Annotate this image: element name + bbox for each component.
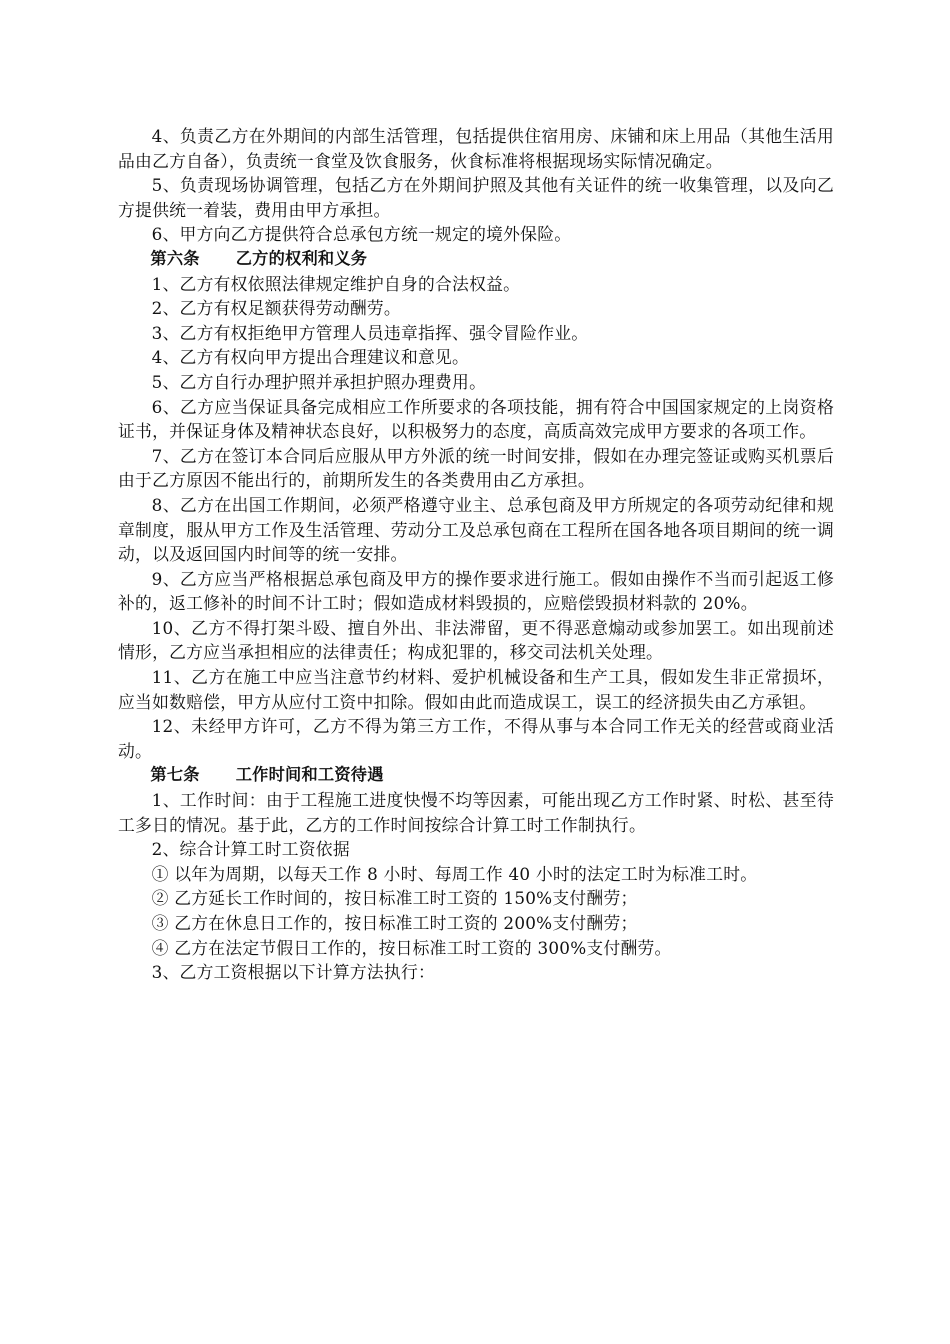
list-item: ② 乙方延长工作时间的，按日标准工时工资的 150%支付酬劳； xyxy=(151,888,638,909)
list-item: 4、乙方有权向甲方提出合理建议和意见。 xyxy=(151,347,470,368)
paragraph: 5、负责现场协调管理，包括乙方在外期间护照及其他有关证件的统一收集管理，以及向乙方提供统一着装，费用由甲方承担。 xyxy=(118,175,834,220)
article-6-heading xyxy=(118,247,834,272)
paragraph: 6、甲方向乙方提供符合总承包方统一规定的境外保险。 xyxy=(151,224,572,245)
list-item: 2、综合计算工时工资依据 xyxy=(151,839,350,860)
list-item: ③ 乙方在休息日工作的，按日标准工时工资的 200%支付酬劳； xyxy=(151,913,638,933)
list-item: 11、乙方在施工中应当注意节约材料、爱护机械设备和生产工具，假如发生非正常损坏，应当如数赔偿，甲方从应付工资中扣除。假如由此而造成误工，误工的经济损失由乙方承钽。 xyxy=(118,667,834,712)
article-title: 乙方的权利和义务 xyxy=(235,248,368,268)
article-7-heading xyxy=(118,763,834,788)
article-number: 第六条 xyxy=(150,248,200,268)
article-number: 第七条 xyxy=(150,765,200,785)
list-item: 10、乙方不得打架斗殴、擅自外出、非法滞留，更不得恶意煽动或参加罢工。如出现前述情形，乙方应当承担相应的法律责任；构成犯罪的，移交司法机关处理。 xyxy=(118,617,834,663)
list-item: ④ 乙方在法定节假日工作的，按日标准工时工资的 300%支付酬劳。 xyxy=(151,937,672,958)
list-item: 1、工作时间：由于工程施工进度快慢不均等因素，可能出现乙方工作时紧、时松、甚至待工多日的情况。基于此，乙方的工作时间按综合计算工时工作制执行。 xyxy=(118,790,834,835)
paragraph: 4、负责乙方在外期间的内部生活管理，包括提供住宿用房、床铺和床上用品（其他生活用品由乙方自备），负责统一食堂及饮食服务，伙食标准将根据现场实际情况确定。 xyxy=(118,126,834,171)
list-item: ① 以年为周期，以每天工作 8 小时、每周工作 40 小时的法定工时为标准工时。 xyxy=(151,863,758,884)
list-item: 8、乙方在出国工作期间，必须严格遵守业主、总承包商及甲方所规定的各项劳动纪律和规章制度，服从甲方工作及生活管理、劳动分工及总承包商在工程所在国各地各项目期间的统一调动，以及返回国内时间等的统一安排。 xyxy=(118,494,834,565)
list-item: 3、乙方有权拒绝甲方管理人员违章指挥、强令冒险作业。 xyxy=(151,322,589,343)
list-item: 6、乙方应当保证具备完成相应工作所要求的各项技能，拥有符合中国国家规定的上岗资格证书，并保证身体及精神状态良好，以积极努力的态度，高质高效完成甲方要求的各项工作。 xyxy=(118,396,834,442)
article-title: 工作时间和工资待遇 xyxy=(235,765,384,785)
list-item: 5、乙方自行办理护照并承担护照办理费用。 xyxy=(151,371,487,392)
list-item: 12、未经甲方许可，乙方不得为第三方工作，不得从事与本合同工作无关的经营或商业活动。 xyxy=(118,716,834,761)
list-item: 7、乙方在签订本合同后应服从甲方外派的统一时间安排，假如在办理完签证或购买机票后由于乙方原因不能出行的，前期所发生的各类费用由乙方承担。 xyxy=(118,445,834,491)
list-item: 9、乙方应当严格根据总承包商及甲方的操作要求进行施工。假如由操作不当而引起返工修补的，返工修补的时间不计工时；假如造成材料毁损的，应赔偿毁损材料款的 20%。 xyxy=(118,568,834,614)
list-item: 1、乙方有权依照法律规定维护自身的合法权益。 xyxy=(151,273,521,294)
list-item: 2、乙方有权足额获得劳动酬劳。 xyxy=(151,298,401,319)
list-item: 3、乙方工资根据以下计算方法执行： xyxy=(151,962,436,983)
document-page xyxy=(118,124,834,985)
